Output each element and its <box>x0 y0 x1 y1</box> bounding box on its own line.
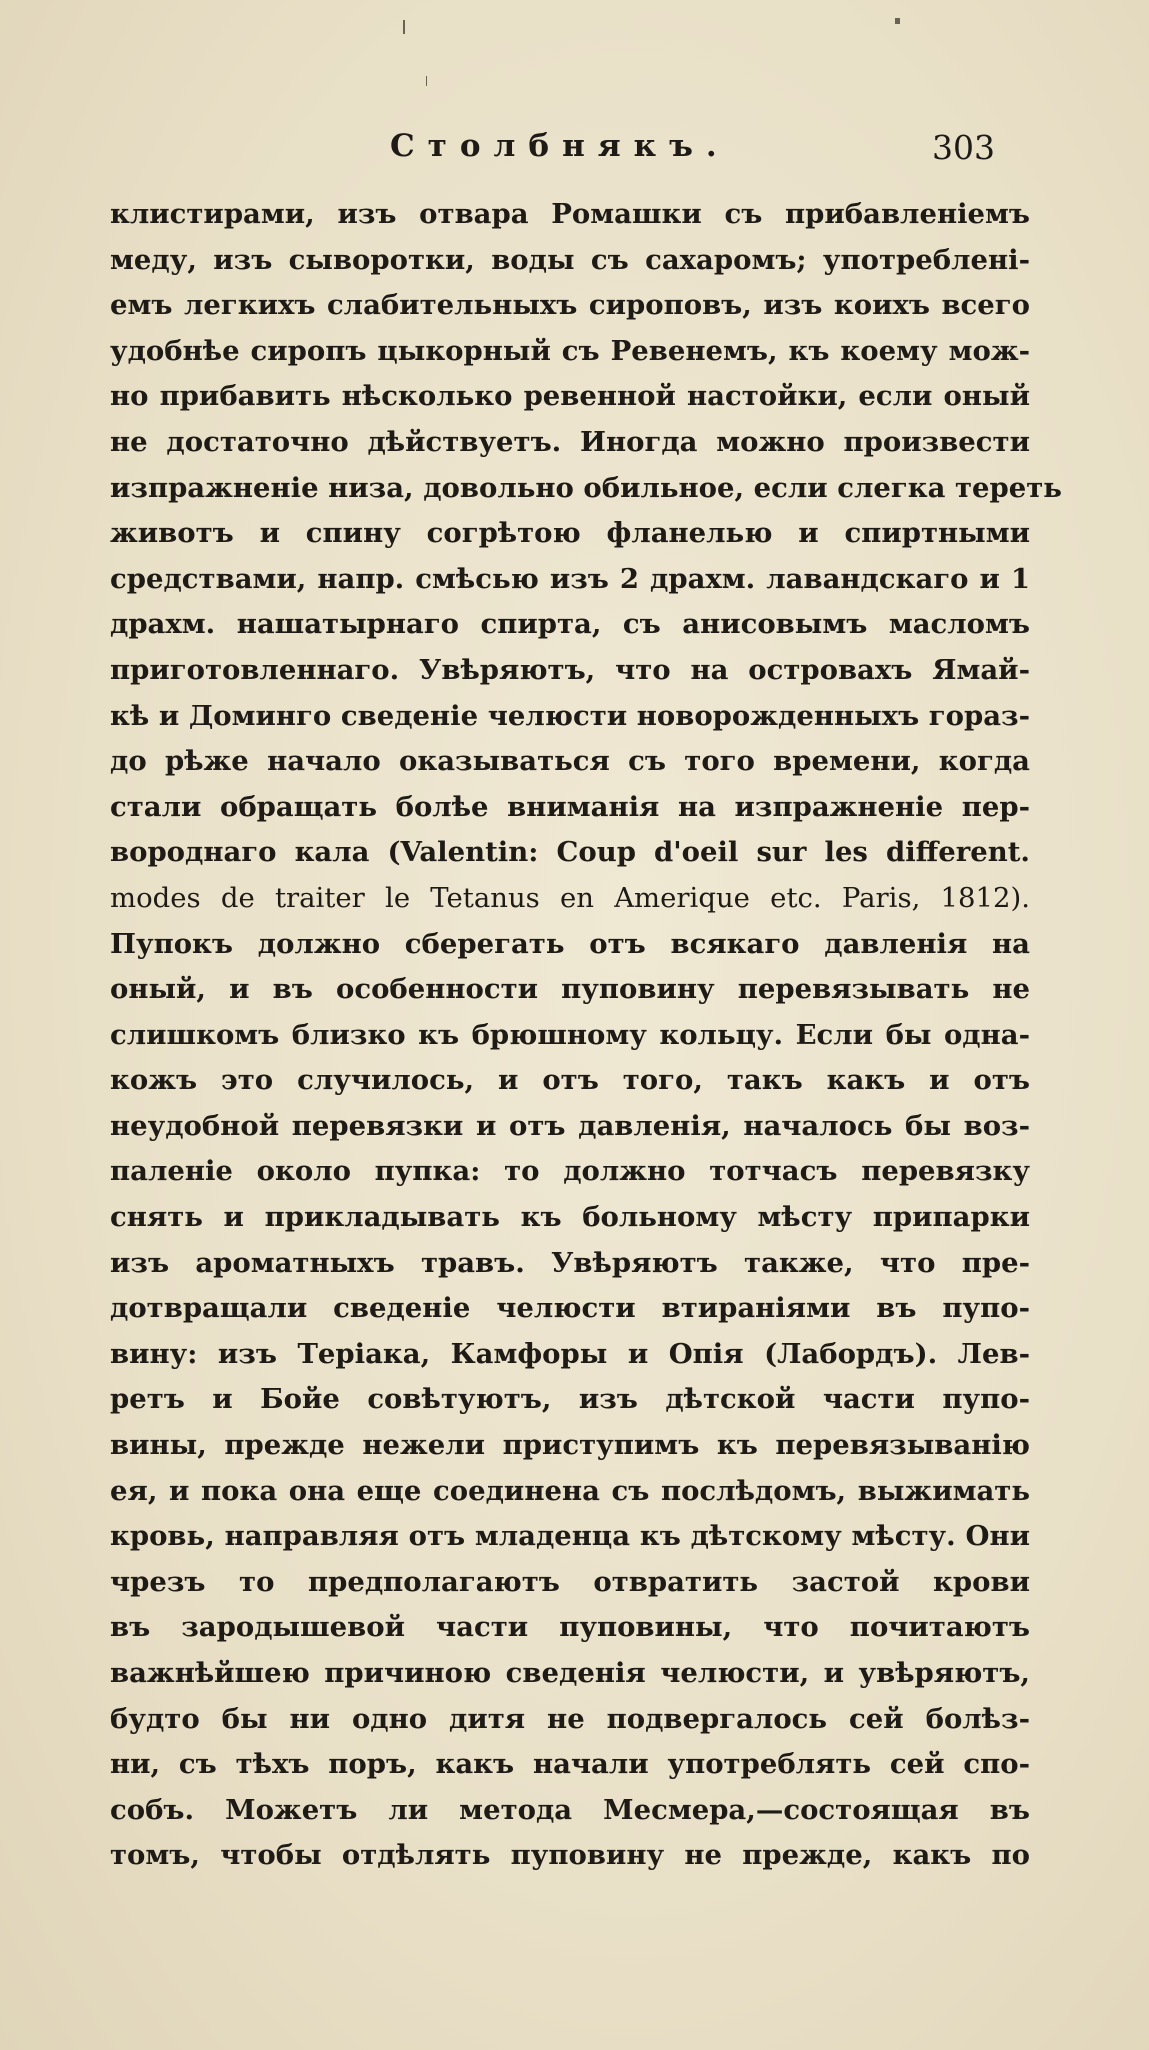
running-head <box>0 128 1149 178</box>
text-line: Пупокъ должно сберегать отъ всякаго давленія на <box>110 927 1030 960</box>
body-text <box>110 192 1062 1879</box>
text-line: драхм. нашатырнаго спирта, съ анисовымъ масломъ <box>110 608 1030 641</box>
text-line: ея, и пока она еще соединена съ послѣдомъ, выжимать <box>110 1474 1030 1507</box>
text-line: важнѣйшею причиною сведенія челюсти, и увѣряютъ, <box>110 1657 1030 1689</box>
text-line: клистирами, изъ отвара Ромашки съ прибавленіемъ <box>110 198 1030 230</box>
text-line: приготовленнаго. Увѣряютъ, что на островахъ Ямай- <box>110 653 1030 686</box>
text-line: кѣ и Доминго сведеніе челюсти новорожденныхъ гораз- <box>110 699 1030 732</box>
text-line: стали обращать болѣе вниманія на изпражненіе пер- <box>110 790 1030 823</box>
text-line: средствами, напр. смѣсью изъ 2 драхм. лавандскаго и 1 <box>110 562 1030 595</box>
text-line: кровь, направляя отъ младенца къ дѣтскому мѣсту. Они <box>110 1520 1030 1553</box>
text-line: паленіе около пупка: то должно тотчасъ перевязку <box>110 1155 1030 1188</box>
text-line: будто бы ни одно дитя не подвергалось сей болѣз- <box>110 1702 1030 1735</box>
text-line: кожъ это случилось, и отъ того, такъ какъ и отъ <box>110 1064 1030 1097</box>
page-number: 303 <box>932 128 995 167</box>
text-line: вины, прежде нежели приступимъ къ перевязыванію <box>110 1429 1030 1462</box>
text-line: вороднаго кала (Valentin: Coup d'oeil sur les different. <box>110 836 1030 869</box>
text-line: но прибавить нѣсколько ревенной настойки, если оный <box>110 380 1030 413</box>
paper-speck <box>426 76 427 86</box>
text-line: дотвращали сведеніе челюсти втираніями въ пупо- <box>110 1292 1030 1325</box>
text-line: въ зародышевой части пуповины, что почитаютъ <box>110 1611 1030 1644</box>
text-line: вину: изъ Теріака, Камфоры и Опія (Лабордъ). Лев- <box>110 1337 1030 1370</box>
text-line: ни, съ тѣхъ поръ, какъ начали употреблять сей спо- <box>110 1748 1030 1781</box>
text-line: слишкомъ близко къ брюшному кольцу. Если бы одна- <box>110 1018 1030 1051</box>
text-line: оный, и въ особенности пуповину перевязывать не <box>110 973 1030 1006</box>
paper-speck <box>403 20 405 34</box>
text-line: не достаточно дѣйствуетъ. Иногда можно произвести <box>110 425 1030 458</box>
running-title: Столбнякъ. <box>390 128 730 164</box>
text-line: modes de traiter le Tetanus en Amerique etc. Paris, 1812). <box>110 881 1030 914</box>
text-line: собъ. Можетъ ли метода Месмера,—состоящая въ <box>110 1793 1030 1826</box>
text-line: ретъ и Бойе совѣтуютъ, изъ дѣтской части пупо- <box>110 1383 1030 1416</box>
text-line: изъ ароматныхъ травъ. Увѣряютъ также, что пре- <box>110 1246 1030 1279</box>
text-line: неудобной перевязки и отъ давленія, началось бы воз- <box>110 1109 1030 1142</box>
text-line: снять и прикладывать къ больному мѣсту припарки <box>110 1201 1030 1234</box>
text-line: удобнѣе сиропъ цыкорный съ Ревенемъ, къ коему мож- <box>110 334 1030 367</box>
paper-speck <box>895 18 900 24</box>
text-line: чрезъ то предполагаютъ отвратить застой крови <box>110 1565 1030 1598</box>
text-line: емъ легкихъ слабительныхъ сироповъ, изъ коихъ всего <box>110 289 1030 322</box>
text-line: томъ, чтобы отдѣлять пуповину не прежде, какъ по <box>110 1839 1030 1872</box>
text-line: до рѣже начало оказываться съ того времени, когда <box>110 745 1030 778</box>
text-line: животъ и спину согрѣтою фланелью и спиртными <box>110 517 1030 550</box>
text-line: изпражненіе низа, довольно обильное, если слегка тереть <box>110 471 1062 504</box>
text-line: меду, изъ сыворотки, воды съ сахаромъ; употребленi- <box>110 243 1030 276</box>
